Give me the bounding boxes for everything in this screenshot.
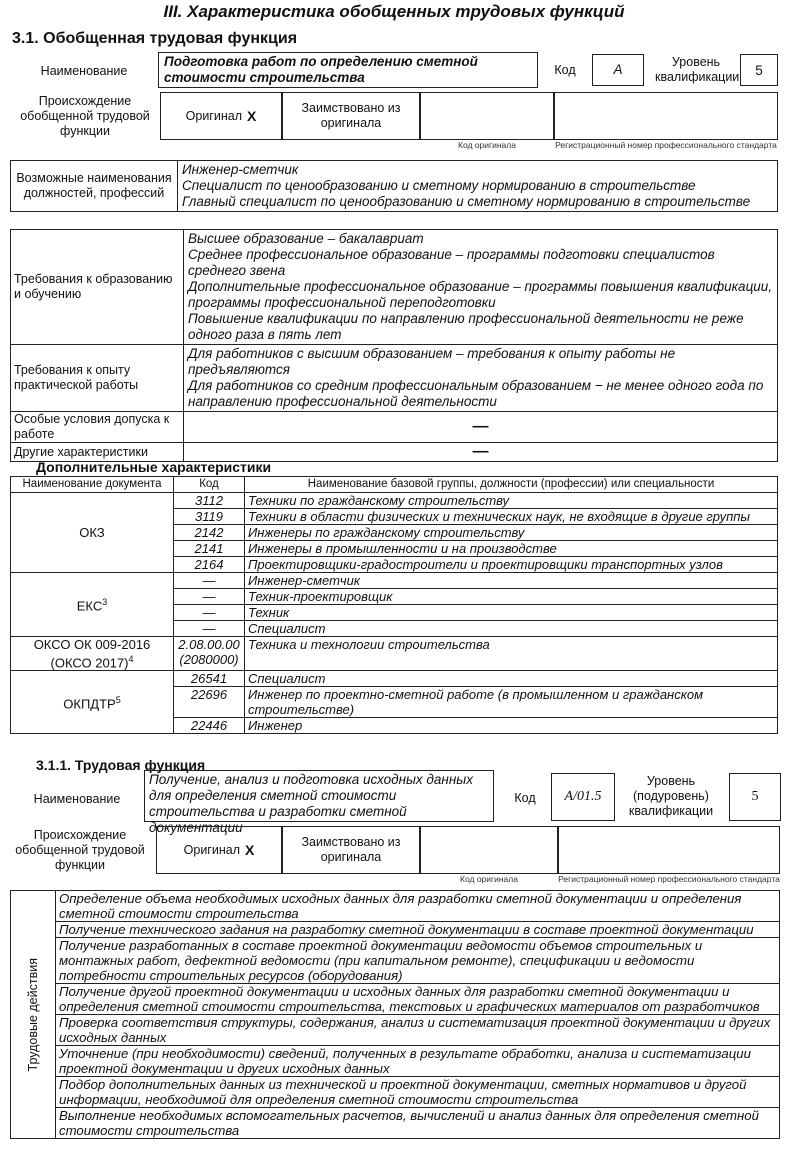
tf-heading: 3.1.1. Трудовая функция [36, 757, 206, 773]
req-experience-label: Требования к опыту практической работы [11, 345, 184, 412]
doc-eks-footnote: 3 [102, 597, 108, 608]
actions-label-cell [11, 891, 56, 1139]
table-row-name: Техник-проектировщик [245, 589, 778, 605]
col-header-doc: Наименование документа [11, 477, 174, 493]
action-item: Проверка соответствия структуры, содержания, анализ и систематизация проектной документации и других исходных данных [56, 1015, 780, 1046]
table-row-code: 2.08.00.00 (2080000) [174, 637, 245, 671]
gtf-code-value: A [592, 54, 644, 86]
tf-name-value: Получение, анализ и подготовка исходных данных для определения сметной стоимости строительства и разработки сметной документации [144, 770, 494, 822]
table-row-code: — [174, 573, 245, 589]
req-line: Для работников со средним профессиональным образованием − не менее одного года по направлению профессиональной деятельности [188, 378, 764, 409]
req-admission-value: — [184, 412, 778, 443]
table-row-code: 3119 [174, 509, 245, 525]
req-experience-values [184, 345, 778, 412]
table-row-name: Техник [245, 605, 778, 621]
doc-okso [11, 637, 174, 671]
col-header-name: Наименование базовой группы, должности (профессии) или специальности [245, 477, 778, 493]
table-row-code: 3112 [174, 493, 245, 509]
additional-heading: Дополнительные характеристики [36, 459, 272, 475]
table-row-name: Инженер-сметчик [245, 573, 778, 589]
tf-code-original-caption: Код оригинала [460, 874, 518, 884]
tf-level-label: Уровень (подуровень) квалификации [628, 774, 714, 818]
req-education-values [184, 230, 778, 345]
table-row-name: Техники в области физических и технических наук, не входящие в другие группы [245, 509, 778, 525]
req-other-value: — [184, 443, 778, 462]
req-other-label: Другие характеристики [11, 443, 184, 462]
req-line: Для работников с высшим образованием – требования к опыту работы не предъявляются [188, 346, 676, 377]
gtf-code-label: Код [554, 62, 576, 77]
req-line: Дополнительные профессиональное образование – программы повышения квалификации, программы профессиональной переподготовки [188, 279, 773, 310]
gtf-level-value: 5 [740, 54, 778, 86]
requirements-table [10, 229, 778, 462]
doc-okpdtr-footnote: 5 [115, 695, 121, 706]
table-row-name: Инженеры по гражданскому строительству [245, 525, 778, 541]
doc-okpdtr [11, 671, 174, 734]
tf-borrowed-cell: Заимствовано из оригинала [282, 826, 420, 874]
table-row-name: Специалист [245, 671, 778, 687]
table-row-name: Специалист [245, 621, 778, 637]
action-item: Получение другой проектной документации и исходных данных для разработки сметной документации и определения сметной стоимости строительства, текстовых и графических материалов от разработчиков [56, 984, 780, 1015]
req-line: Повышение квалификации по направлению профессиональной деятельности не реже одного раза в пять лет [188, 311, 744, 342]
col-header-code: Код [174, 477, 245, 493]
gtf-original-mark: X [247, 107, 257, 124]
actions-label: Трудовые действия [25, 957, 40, 1072]
tf-level-value: 5 [729, 773, 781, 821]
position-item: Главный специалист по ценообразованию и сметному нормированию в строительстве [182, 194, 751, 209]
tf-code-label: Код [514, 790, 536, 805]
table-row-code: — [174, 589, 245, 605]
gtf-code-original-cell [420, 92, 554, 140]
positions-label: Возможные наименования должностей, профессий [11, 161, 178, 212]
doc-okso-label: ОКСО ОК 009-2016 (ОКСО 2017) [33, 637, 151, 671]
table-row-name: Проектировщики-градостроители и проектировщики транспортных узлов [245, 557, 778, 573]
gtf-reg-number-caption: Регистрационный номер профессионального стандарта [555, 140, 777, 150]
table-row-name: Техника и технологии строительства [245, 637, 778, 671]
gtf-heading: 3.1. Обобщенная трудовая функция [12, 30, 298, 47]
table-row-name: Инженеры в промышленности и на производстве [245, 541, 778, 557]
action-item: Получение разработанных в составе проектной документации ведомости объемов строительных и монтажных работ, дефектной ведомости (при капитальном ремонте), спецификации и ведомости потребности строительных ресурсов (оборудования) [56, 938, 780, 984]
doc-okpdtr-label: ОКПДТР [63, 696, 116, 712]
action-item: Выполнение необходимых вспомогательных расчетов, вычислений и анализ данных для определения сметной стоимости строительства [56, 1108, 780, 1139]
action-item: Определение объема необходимых исходных данных для разработки сметной документации и определения сметной стоимости строительства [56, 891, 780, 922]
table-row-code: 22696 [174, 687, 245, 718]
position-item: Специалист по ценообразованию и сметному нормированию в строительстве [182, 178, 696, 193]
table-row-code: 26541 [174, 671, 245, 687]
tf-origin-label: Происхождение обобщенной трудовой функции [15, 828, 145, 872]
req-line: Среднее профессиональное образование – программы подготовки специалистов среднего звена [188, 247, 715, 278]
gtf-name-value: Подготовка работ по определению сметной стоимости строительства [158, 52, 538, 88]
table-row-name: Инженер по проектно-сметной работе (в промышленном и гражданском строительстве) [245, 687, 778, 718]
tf-reg-number-cell [558, 826, 780, 874]
table-row-name: Техники по гражданскому строительству [245, 493, 778, 509]
table-row-code: — [174, 621, 245, 637]
req-line: Высшее образование – бакалавриат [188, 231, 424, 246]
req-education-label: Требования к образованию и обучению [11, 230, 184, 345]
tf-code-value: A/01.5 [551, 773, 615, 821]
positions-table [10, 160, 778, 212]
table-row-code: 22446 [174, 718, 245, 734]
table-row-name: Инженер [245, 718, 778, 734]
gtf-original-cell [160, 92, 282, 140]
positions-values [178, 161, 778, 212]
gtf-reg-number-cell [554, 92, 778, 140]
tf-original-label: Оригинал [183, 842, 240, 857]
req-admission-label: Особые условия допуска к работе [11, 412, 184, 443]
tf-original-cell [156, 826, 282, 874]
section-title: III. Характеристика обобщенных трудовых функций [163, 2, 625, 21]
tf-original-mark: X [245, 841, 255, 858]
actions-table [10, 890, 780, 1139]
tf-name-label: Наименование [33, 791, 121, 806]
table-row-code: 2141 [174, 541, 245, 557]
doc-okso-footnote: 4 [128, 654, 134, 664]
position-item: Инженер-сметчик [182, 162, 299, 177]
table-row-code: — [174, 605, 245, 621]
gtf-origin-label: Происхождение обобщенной трудовой функции [20, 94, 150, 138]
action-item: Получение технического задания на разработку сметной документации в составе проектной документации [56, 922, 780, 938]
additional-table [10, 476, 778, 734]
action-item: Уточнение (при необходимости) сведений, полученных в результате обработки, анализа и систематизации проектной документации и других исходных данных [56, 1046, 780, 1077]
table-row-code: 2164 [174, 557, 245, 573]
doc-eks [11, 573, 174, 637]
gtf-original-label: Оригинал [185, 108, 242, 123]
tf-code-original-cell [420, 826, 558, 874]
gtf-level-label: Уровень квалификации [655, 55, 740, 84]
tf-reg-number-caption: Регистрационный номер профессионального стандарта [558, 874, 780, 884]
table-row-code: 2142 [174, 525, 245, 541]
action-item: Подбор дополнительных данных из технической и проектной документации, сметных нормативов и другой информации, необходимой для определения сметной стоимости строительства [56, 1077, 780, 1108]
gtf-name-label: Наименование [40, 63, 128, 78]
doc-eks-label: ЕКС [76, 598, 103, 614]
doc-okz: ОКЗ [11, 493, 174, 573]
gtf-borrowed-cell: Заимствовано из оригинала [282, 92, 420, 140]
gtf-code-original-caption: Код оригинала [458, 140, 516, 150]
